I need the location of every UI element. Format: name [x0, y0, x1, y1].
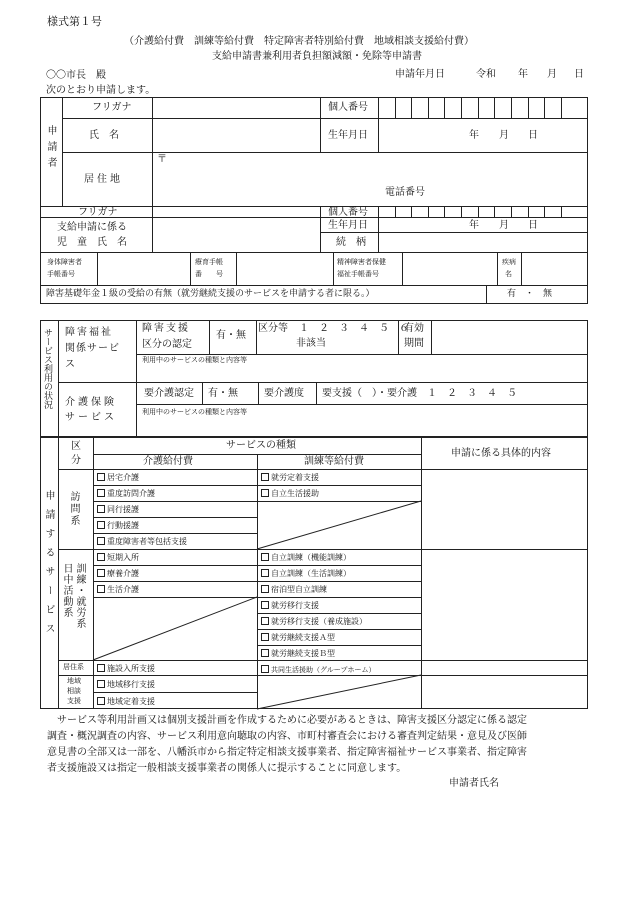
checkbox-facility-admission[interactable] [97, 664, 105, 672]
child-furigana-label: フリガナ [78, 207, 118, 218]
day-category-a: 日中活動系 [61, 563, 72, 618]
furigana-label: フリガナ [92, 102, 132, 113]
service-medical-care-label: 療養介護 [107, 569, 139, 578]
visit-category: 訪問系 [68, 491, 79, 527]
checkbox-community-settlement[interactable] [97, 697, 105, 705]
applicant-side-label: 申請者 [45, 125, 56, 173]
checkbox-group-home[interactable] [261, 665, 269, 673]
care-benefit-header: 介護給付費 [143, 456, 193, 467]
pension-choice[interactable]: 有 ・ 無 [507, 289, 553, 299]
consent-line-3: 意見書の全部又は一部を、八幡浜市から指定特定相談支援事業者、指定障害福祉サービス事業者、指定障害 [47, 747, 527, 758]
application-date-year[interactable]: 年 [518, 69, 528, 80]
physical-handbook-label-1: 身体障害者 [47, 258, 82, 266]
service-group-home[interactable] [261, 665, 375, 674]
valid-period-label-1: 有効 [404, 323, 424, 334]
service-community-settlement[interactable] [97, 697, 155, 706]
service-employment-transition-school[interactable] [261, 617, 367, 626]
service-behavioral-support[interactable] [97, 521, 139, 530]
service-group-home-label: 共同生活援助（グループホーム） [271, 666, 376, 674]
service-daily-life-care[interactable] [97, 585, 139, 594]
service-employment-retention-label: 就労定着支援 [271, 473, 319, 482]
form-number: 様式第１号 [47, 15, 102, 28]
checkbox-continuous-employment-b[interactable] [261, 649, 269, 657]
details-regional-field[interactable] [422, 676, 587, 708]
service-residential-training-label: 宿泊型自立訓練 [271, 585, 327, 594]
welfare-in-use-field[interactable] [137, 366, 587, 381]
service-severe-visiting-care-label: 重度訪問介護 [107, 489, 155, 498]
care-cert-yes-no[interactable]: 有・無 [208, 388, 238, 399]
checkbox-comprehensive-support[interactable] [97, 537, 105, 545]
application-date-day[interactable]: 日 [574, 69, 584, 80]
checkbox-functional-training[interactable] [261, 553, 269, 561]
child-birth-month-unit: 月 [499, 220, 509, 231]
checkbox-community-transition[interactable] [97, 680, 105, 688]
address-field[interactable] [165, 153, 587, 205]
id-number-label: 個人番号 [328, 102, 368, 113]
care-in-use-label: 利用中のサービスの種類と内容等 [142, 408, 247, 416]
rehab-handbook-label-2: 番 号 [195, 270, 223, 278]
birth-date-label: 生年月日 [328, 130, 368, 141]
birth-year-unit: 年 [469, 130, 479, 141]
checkbox-residential-training[interactable] [261, 585, 269, 593]
disease-label-1: 疾病 [502, 258, 516, 266]
service-short-stay[interactable] [97, 553, 139, 562]
service-continuous-employment-b-label: 就労継続支援Ｂ型 [271, 649, 335, 658]
service-continuous-employment-a[interactable] [261, 633, 335, 642]
child-relationship-field[interactable] [379, 233, 587, 251]
disease-label-2: 名 [505, 270, 512, 278]
checkbox-severe-visiting-care[interactable] [97, 489, 105, 497]
service-facility-admission[interactable] [97, 664, 155, 673]
support-category-yes-no[interactable]: 有・無 [216, 330, 246, 341]
service-community-settlement-label: 地域定着支援 [107, 697, 155, 706]
service-daily-life-care-label: 生活介護 [107, 585, 139, 594]
training-benefit-header: 訓練等給付費 [304, 456, 364, 467]
form-title: 支給申請書兼利用者負担額減額・免除等申請書 [212, 51, 422, 62]
care-insurance-label-1: 介護保険 [65, 397, 117, 408]
regional-category-2: 相談 [67, 687, 81, 695]
checkbox-life-training[interactable] [261, 569, 269, 577]
regional-category-1: 地域 [67, 677, 81, 685]
address-label: 居住地 [84, 174, 123, 185]
welfare-label-2: 関係サービ [65, 343, 120, 354]
service-comprehensive-support[interactable] [97, 537, 187, 546]
service-continuous-employment-b[interactable] [261, 649, 335, 658]
child-birth-day-unit: 日 [528, 220, 538, 231]
child-name-field[interactable] [153, 207, 319, 251]
service-medical-care[interactable] [97, 569, 139, 578]
service-independent-living-assist-label: 自立生活援助 [271, 489, 319, 498]
class-label: 区分等 [258, 323, 288, 334]
service-employment-transition[interactable] [261, 601, 319, 610]
service-continuous-employment-a-label: 就労継続支援Ａ型 [271, 633, 335, 642]
service-employment-retention[interactable] [261, 473, 319, 482]
service-community-transition-label: 地域移行支援 [107, 680, 155, 689]
birth-day-unit: 日 [528, 130, 538, 141]
checkbox-daily-life-care[interactable] [97, 585, 105, 593]
details-header: 申請に係る具体的内容 [451, 448, 551, 459]
mental-handbook-field[interactable] [403, 253, 496, 284]
application-date-label: 申請年月日 [395, 69, 445, 80]
checkbox-accompanying-support[interactable] [97, 505, 105, 513]
checkbox-employment-retention[interactable] [261, 473, 269, 481]
care-blank-diagonal [93, 597, 257, 660]
checkbox-home-care[interactable] [97, 473, 105, 481]
service-short-stay-label: 短期入所 [107, 553, 139, 562]
child-birth-year-unit: 年 [469, 220, 479, 231]
signature-field[interactable] [505, 774, 585, 792]
service-functional-training[interactable] [261, 553, 351, 562]
service-residential-training[interactable] [261, 585, 327, 594]
child-id-field[interactable] [378, 206, 588, 217]
checkbox-employment-transition-school[interactable] [261, 617, 269, 625]
mental-handbook-label-1: 精神障害者保健 [337, 258, 386, 266]
name-field[interactable] [153, 119, 319, 152]
care-insurance-label-2: サービス [65, 412, 117, 423]
service-status-side-label: サービス利用の状況 [42, 328, 52, 409]
support-category-label-1: 障害支援 [142, 323, 190, 334]
checkbox-medical-care[interactable] [97, 569, 105, 577]
care-cert-label: 要介護認定 [144, 388, 194, 399]
category-header-1: 区 [71, 441, 81, 452]
residence-category: 居住系 [63, 663, 84, 671]
benefit-types: （介護給付費 訓練等給付費 特定障害者特別給付費 地域相談支援給付費） [124, 36, 474, 47]
checkbox-continuous-employment-a[interactable] [261, 633, 269, 641]
service-community-transition[interactable] [97, 680, 155, 689]
care-levels[interactable]: 要支援（ ）・要介護 １ ２ ３ ４ ５ [322, 388, 517, 399]
service-life-training[interactable] [261, 569, 351, 578]
care-in-use-field[interactable] [137, 418, 587, 436]
details-day-field[interactable] [422, 550, 587, 659]
services-side-label: 申請するサービス [43, 490, 54, 642]
valid-period-label-2: 期間 [404, 338, 424, 349]
service-home-care-label: 居宅介護 [107, 473, 139, 482]
postal-mark: 〒 [157, 154, 167, 165]
consent-line-1: サービス等利用計画又は個別支援計画を作成するために必要があるときは、障害支援区分認定に係る認定 [57, 715, 527, 726]
name-label: 氏 名 [89, 130, 119, 141]
child-id-label: 個人番号 [328, 207, 368, 218]
welfare-label-3: ス [65, 359, 75, 370]
not-applicable[interactable]: 非該当 [296, 338, 326, 349]
service-life-training-label: 自立訓練（生活訓練） [271, 569, 351, 578]
service-functional-training-label: 自立訓練（機能訓練） [271, 553, 351, 562]
service-comprehensive-support-label: 重度障害者等包括支援 [107, 537, 187, 546]
application-date-month[interactable]: 月 [547, 69, 557, 80]
application-date-era[interactable]: 令和 [476, 69, 496, 80]
physical-handbook-label-2: 手帳番号 [47, 270, 75, 278]
signature-label: 申請者氏名 [449, 778, 499, 789]
service-facility-admission-label: 施設入所支援 [107, 664, 155, 673]
child-relationship-label: 続 柄 [336, 237, 366, 248]
service-home-care[interactable] [97, 473, 139, 482]
addressee: 〇〇市長 殿 [46, 70, 106, 81]
welfare-in-use-label: 利用中のサービスの種類と内容等 [142, 356, 247, 364]
child-name-label-2: 児 童 氏 名 [57, 237, 127, 248]
service-severe-visiting-care[interactable] [97, 489, 155, 498]
phone-label: 電話番号 [385, 187, 425, 198]
details-residence-field[interactable] [422, 661, 587, 674]
mental-handbook-label-2: 福祉手帳番号 [337, 270, 379, 278]
checkbox-independent-living-assist[interactable] [261, 489, 269, 497]
regional-blank-diagonal [257, 675, 421, 709]
service-employment-transition-school-label: 就労移行支援（養成施設） [271, 617, 367, 626]
checkbox-employment-transition[interactable] [261, 601, 269, 609]
details-visit-field[interactable] [422, 470, 587, 548]
child-birth-label: 生年月日 [328, 220, 368, 231]
service-behavioral-support-label: 行動援護 [107, 521, 139, 530]
training-blank-diagonal [257, 501, 421, 549]
intro-text: 次のとおり申請します。 [46, 85, 156, 96]
class-numbers[interactable]: １ ２ ３ ４ ５ ６ [299, 323, 409, 334]
checkbox-short-stay[interactable] [97, 553, 105, 561]
service-accompanying-support-label: 同行援護 [107, 505, 139, 514]
physical-handbook-field[interactable] [98, 253, 189, 284]
rehab-handbook-label-1: 療育手帳 [195, 258, 223, 266]
id-number-field[interactable] [378, 97, 588, 118]
care-level-label: 要介護度 [264, 388, 304, 399]
service-employment-transition-label: 就労移行支援 [271, 601, 319, 610]
furigana-field[interactable] [153, 98, 319, 118]
day-category-b: 訓練・就労系 [74, 563, 85, 629]
disease-field[interactable] [522, 253, 587, 284]
rehab-handbook-field[interactable] [237, 253, 332, 284]
service-independent-living-assist[interactable] [261, 489, 319, 498]
regional-category-3: 支援 [67, 697, 81, 705]
checkbox-behavioral-support[interactable] [97, 521, 105, 529]
birth-month-unit: 月 [499, 130, 509, 141]
service-types-header: サービスの種類 [226, 440, 296, 451]
consent-line-4: 者支援施設又は指定一般相談支援事業者の関係人に提示することに同意します。 [47, 763, 407, 774]
consent-line-2: 調査・概況調査の内容、サービス利用意向聴取の内容、市町村審査会における審査判定結果・意見及び医師 [47, 731, 527, 742]
pension-question: 障害基礎年金１級の受給の有無（就労継続支援のサービスを申請する者に限る。） [46, 289, 375, 299]
valid-period-field[interactable] [432, 321, 587, 353]
support-category-label-2: 区分の認定 [142, 339, 192, 350]
service-accompanying-support[interactable] [97, 505, 139, 514]
category-header-2: 分 [71, 455, 81, 466]
child-name-label-1: 支給申請に係る [57, 222, 127, 233]
welfare-label-1: 障害福祉 [65, 327, 113, 338]
